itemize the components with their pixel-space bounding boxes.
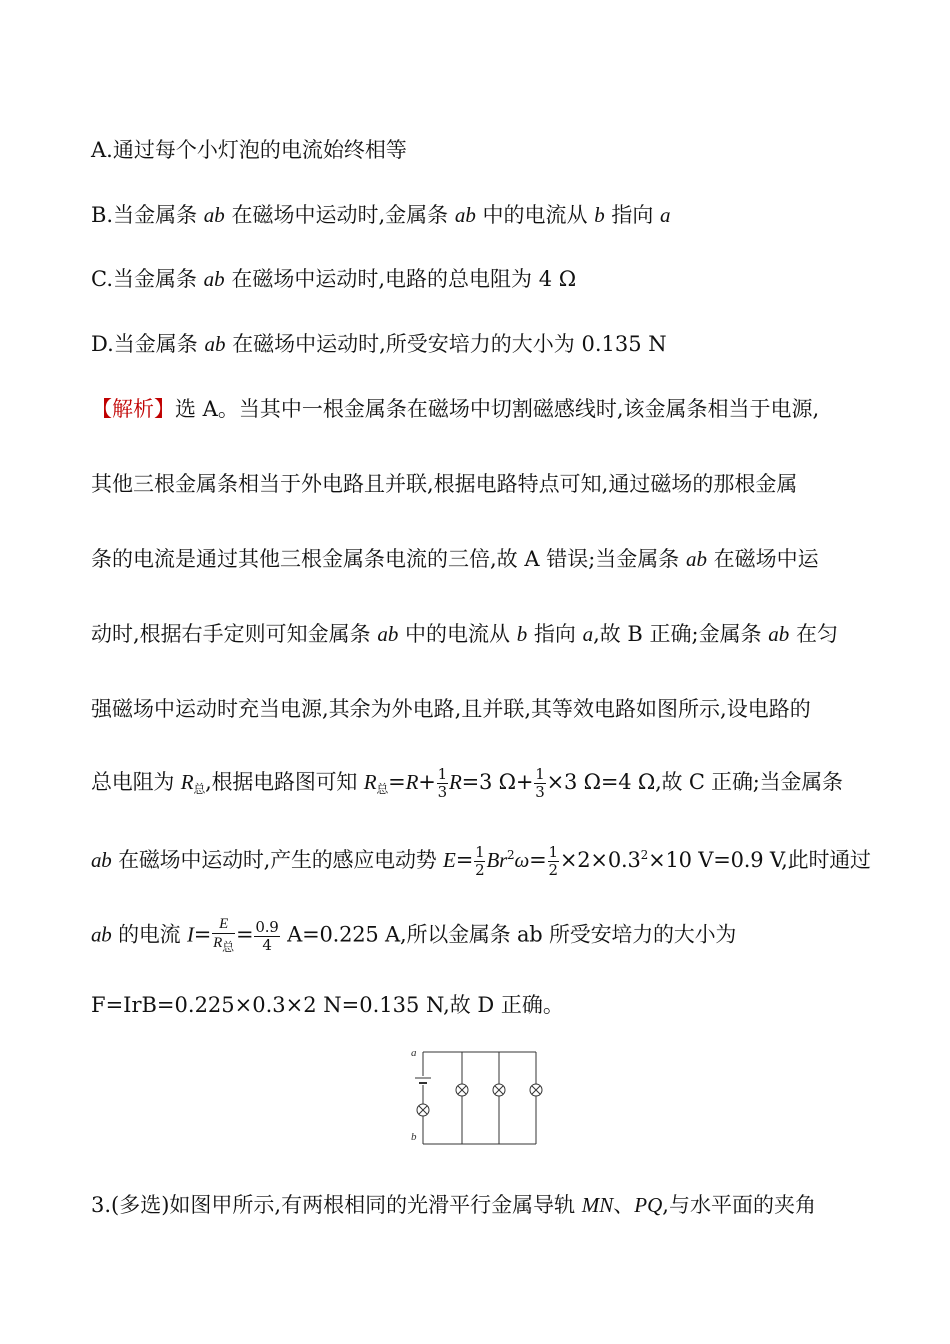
analysis-line-1: 【解析】选 A。当其中一根金属条在磁场中切割磁感线时,该金属条相当于电源,: [91, 397, 820, 421]
fraction-one-half-2: $\frac{1}{2}$: [548, 843, 558, 879]
equivalent-circuit-diagram: [405, 1040, 545, 1150]
fraction-0-9-over-4: $\frac{0.9}{4}$: [255, 917, 279, 954]
option-b: B.当金属条 ab 在磁场中运动时,金属条 ab 中的电流从 b 指向 a: [91, 203, 671, 227]
analysis-line-8: ab 的电流 I= $\frac{E}{R_总}$ = $\frac{0.9}{4}$ A=0.225 A,所以金属条 ab 所受安培力的大小为: [91, 916, 737, 954]
fraction-one-half: $\frac{1}{2}$: [475, 843, 485, 879]
analysis-line-3: 条的电流是通过其他三根金属条电流的三倍,故 A 错误;当金属条 ab 在磁场中运: [91, 547, 819, 571]
analysis-line-6: 总电阻为 $R_总$,根据电路图可知 $R_总=R+$ $\frac{1}{3}$ R=3 Ω+ $\frac{1}{3}$ ×3 Ω=4 Ω,故 C 正确;当金属条: [91, 765, 843, 801]
question-3: 3.(多选)如图甲所示,有两根相同的光滑平行金属导轨 MN、PQ,与水平面的夹角: [91, 1193, 816, 1217]
analysis-line-9: F=IrB=0.225×0.3×2 N=0.135 N,故 D 正确。: [91, 993, 564, 1017]
analysis-line-7: ab 在磁场中运动时,产生的感应电动势 E= $\frac{1}{2}$ $Br^2\omega=$ $\frac{1}{2}$ $\times 2\times 0.3^2\times 10$ V=0.9 V,此时通过: [91, 843, 871, 879]
analysis-line-2: 其他三根金属条相当于外电路且并联,根据电路特点可知,通过磁场的那根金属: [91, 472, 798, 496]
analysis-line-4: 动时,根据右手定则可知金属条 ab 中的电流从 b 指向 a,故 B 正确;金属条 ab 在匀: [91, 622, 838, 646]
option-c: C.当金属条 ab 在磁场中运动时,电路的总电阻为 4 Ω: [91, 267, 577, 291]
node-label-b: b: [411, 1131, 417, 1143]
fraction-one-third: $\frac{1}{3}$: [437, 765, 447, 801]
analysis-label: 【解析】: [91, 397, 175, 421]
option-a: A.通过每个小灯泡的电流始终相等: [91, 138, 407, 162]
fraction-e-over-r: $\frac{E}{R_总}$: [213, 916, 234, 954]
option-d: D.当金属条 ab 在磁场中运动时,所受安培力的大小为 0.135 N: [91, 332, 667, 356]
analysis-line-5: 强磁场中运动时充当电源,其余为外电路,且并联,其等效电路如图所示,设电路的: [91, 697, 811, 721]
fraction-one-third-2: $\frac{1}{3}$: [535, 765, 545, 801]
node-label-a: a: [411, 1047, 417, 1059]
